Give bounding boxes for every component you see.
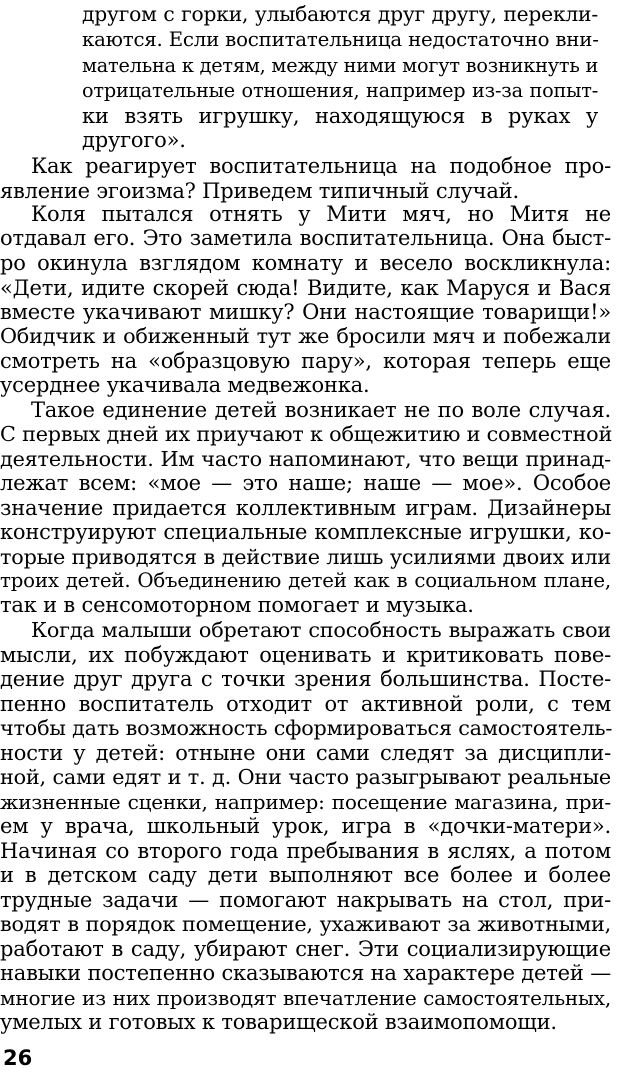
- paragraph-line: водят в порядок помещение, ухаживают за животными,: [0, 912, 611, 936]
- paragraph-line: Такое единение детей возникает не по воле случая.: [31, 398, 611, 422]
- paragraph-line: трудные задачи — помогают накрывать на стол, при-: [0, 888, 611, 912]
- quote-line: другого».: [82, 128, 186, 152]
- quote-line: мательна к детям, между ними могут возникнуть и: [82, 54, 599, 77]
- paragraph-line: лежат всем: «мое — это наше; наше — мое». Особое: [0, 471, 611, 495]
- paragraph-line: деятельности. Им часто напоминают, что вещи принад-: [0, 447, 611, 471]
- page-number: 26: [3, 1046, 33, 1070]
- paragraph-line: «Дети, идите скорей сюда! Видите, как Маруся и Вася: [0, 276, 611, 300]
- paragraph-line: жизненные сценки, например: посещение магазина, при-: [0, 790, 611, 814]
- quote-line: ки взять игрушку, находящуюся в руках у: [82, 104, 598, 128]
- paragraph-line: ной, сами едят и т. д. Они часто разыгрывают реальные: [0, 765, 611, 789]
- paragraph-line: так и в сенсомоторном помогает и музыка.: [0, 593, 474, 617]
- paragraph-line: Обидчик и обиженный тут же бросили мяч и побежали: [0, 324, 611, 348]
- paragraph-line: ности у детей: отныне они сами следят за дисципли-: [0, 741, 611, 765]
- paragraph-line: смотреть на «образцовую пару», которая теперь еще: [0, 349, 611, 373]
- paragraph-line: Коля пытался отнять у Мити мяч, но Митя не: [31, 202, 611, 226]
- paragraph-line: С первых дней их приучают к общежитию и совместной: [0, 422, 613, 446]
- paragraph-line: умелых и готовых к товарищеской взаимопомощи.: [0, 1010, 557, 1034]
- paragraph-line: Когда малыши обретают способность выражать свои: [31, 618, 611, 642]
- paragraph-line: троих детей. Объединению детей как в социальном плане,: [0, 569, 611, 592]
- quote-line: отрицательные отношения, например из-за попыт-: [82, 79, 598, 102]
- paragraph-line: отдавал его. Это заметила воспитательница. Она быст-: [0, 226, 611, 250]
- paragraph-line: ем у врача, школьный урок, игра в «дочки-матери».: [0, 814, 611, 838]
- paragraph-line: усерднее укачивала медвежонка.: [0, 373, 370, 397]
- quote-line: каются. Если воспитательница недостаточно вни-: [82, 28, 599, 51]
- paragraph-line: мысли, их побуждают оценивать и критиковать пове-: [0, 643, 611, 667]
- paragraph-line: навыки постепенно сказываются на характере детей —: [0, 961, 611, 985]
- paragraph-line: пенно воспитатель отходит от активной роли, с тем: [0, 692, 611, 716]
- paragraph-line: работают в саду, убирают снег. Эти социализирующие: [0, 937, 611, 961]
- paragraph-line: торые приводятся в действие лишь усилиями двоих или: [0, 545, 611, 569]
- paragraph-line: Начиная со второго года пребывания в яслях, а потом: [0, 839, 611, 863]
- paragraph-line: конструируют специальные комплексные игрушки, ко-: [0, 520, 611, 544]
- paragraph-line: ро окинула взглядом комнату и весело воскликнула:: [0, 251, 611, 275]
- paragraph-line: значение придается коллективным играм. Дизайнеры: [0, 496, 611, 520]
- paragraph-line: явление эгоизма? Приведем типичный случай.: [0, 179, 519, 203]
- quote-line: другом с горки, улыбаются друг другу, перекли-: [82, 2, 598, 26]
- paragraph-line: Как реагирует воспитательница на подобное про-: [31, 154, 611, 178]
- paragraph-line: вместе укачивают мишку? Они настоящие товарищи!»: [0, 300, 611, 324]
- paragraph-line: дение друг друга с точки зрения большинства. Посте-: [0, 667, 611, 691]
- paragraph-line: многие из них производят впечатление самостоятельных,: [0, 986, 611, 1010]
- paragraph-line: чтобы дать возможность сформироваться самостоятель-: [0, 716, 613, 740]
- paragraph-line: и в детском саду дети выполняют все более и более: [0, 863, 611, 887]
